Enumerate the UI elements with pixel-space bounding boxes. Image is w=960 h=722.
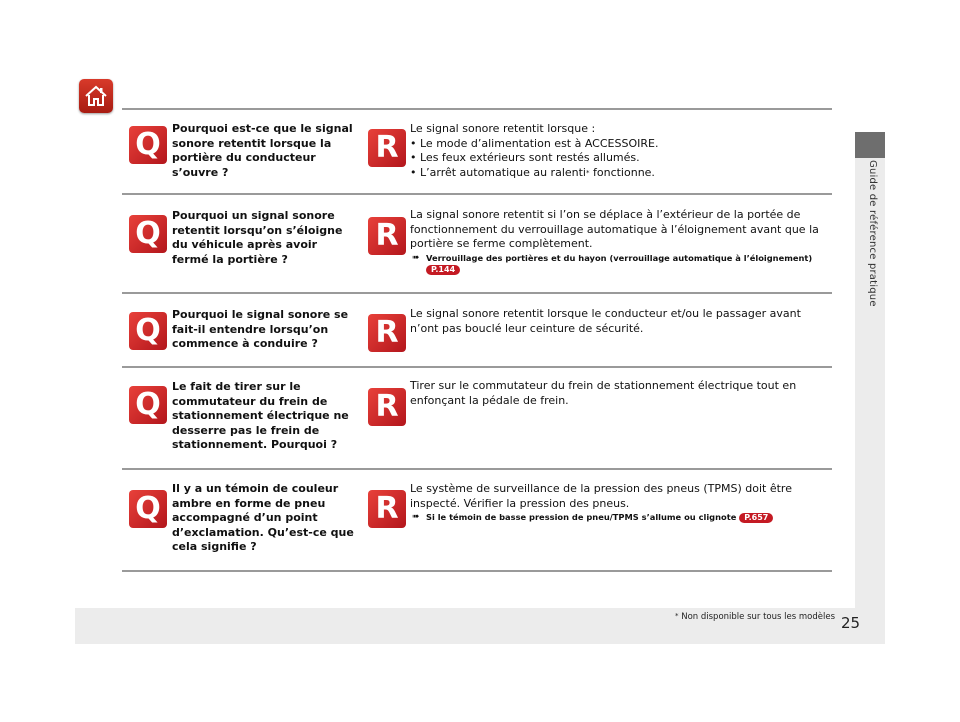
answer-paragraph: Le système de surveillance de la pression des pneus (TPMS) doit être inspecté. Vérifier la pression des pneus. (410, 482, 792, 510)
answer-text (410, 482, 828, 523)
question-text: Le fait de tirer sur le commutateur du frein de stationnement électrique ne desserre pas le frein de stationnement. Pourquoi ? (172, 380, 349, 451)
footnote (640, 612, 835, 622)
answer-badge: R (368, 129, 406, 167)
qa-item (122, 195, 832, 292)
list-item-text: fonctionne. (589, 165, 655, 179)
qa-item (122, 110, 832, 190)
answer-badge: R (368, 314, 406, 352)
qa-item (122, 368, 832, 468)
section-label: Guide de référence pratique (867, 160, 878, 307)
question-badge: Q (129, 490, 167, 528)
answer-list (410, 137, 828, 181)
section-tab (855, 132, 885, 158)
footnote-text: Non disponible sur tous les modèles (681, 612, 835, 622)
answer-badge: R (368, 490, 406, 528)
answer-intro: Le signal sonore retentit lorsque : (410, 122, 596, 135)
answer-badge: R (368, 388, 406, 426)
question-text: Pourquoi le signal sonore se fait-il entendre lorsqu’on commence à conduire ? (172, 308, 349, 350)
cross-reference[interactable] (410, 253, 828, 275)
answer-text: Le signal sonore retentit lorsque le conducteur et/ou le passager avant n’ont pas bouclé leur ceinture de sécurité. (410, 307, 801, 335)
answer-text: Tirer sur le commutateur du frein de stationnement électrique tout en enfonçant la pédale de frein. (410, 379, 797, 407)
home-button[interactable] (79, 79, 113, 113)
question-text: Pourquoi un signal sonore retentit lorsqu’on s’éloigne du véhicule après avoir fermé la portière ? (172, 209, 343, 266)
list-item-text: L’arrêt automatique au ralenti (420, 165, 586, 179)
question-badge: Q (129, 312, 167, 350)
answer-text (410, 122, 828, 180)
xref-text: Si le témoin de basse pression de pneu/TPMS s’allume ou clignote (426, 512, 737, 522)
question-badge: Q (129, 386, 167, 424)
page-link[interactable]: P.144 (426, 265, 460, 275)
answer-badge: R (368, 217, 406, 255)
cross-reference[interactable] (410, 512, 828, 523)
home-icon (84, 84, 108, 108)
list-item (410, 166, 828, 181)
footnote-marker: * (586, 168, 590, 177)
footnote-marker: * (675, 612, 679, 620)
question-badge: Q (129, 215, 167, 253)
list-item: • Le mode d’alimentation est à ACCESSOIRE. (410, 137, 828, 152)
answer-paragraph: La signal sonore retentit si l’on se déplace à l’extérieur de la portée de fonctionnement du verrouillage automatique à l’éloignement avant que la portière se ferme complètement. (410, 208, 819, 250)
reference-arrow-icon: ➠ (412, 252, 420, 263)
divider (122, 570, 832, 572)
question-badge: Q (129, 126, 167, 164)
list-item: • Les feux extérieurs sont restés allumés. (410, 151, 828, 166)
question-text: Il y a un témoin de couleur ambre en forme de pneu accompagné d’un point d’exclamation. Qu’est-ce que cela signifie ? (172, 482, 354, 553)
page-number: 25 (841, 614, 861, 632)
qa-item (122, 294, 832, 366)
question-text: Pourquoi est-ce que le signal sonore retentit lorsque la portière du conducteur s’ouvre ? (172, 122, 353, 179)
qa-item (122, 470, 832, 570)
reference-arrow-icon: ➠ (412, 512, 420, 522)
answer-text (410, 208, 828, 275)
page-link[interactable]: P.657 (739, 513, 773, 523)
xref-text: Verrouillage des portières et du hayon (verrouillage automatique à l’éloignement) (426, 252, 813, 263)
